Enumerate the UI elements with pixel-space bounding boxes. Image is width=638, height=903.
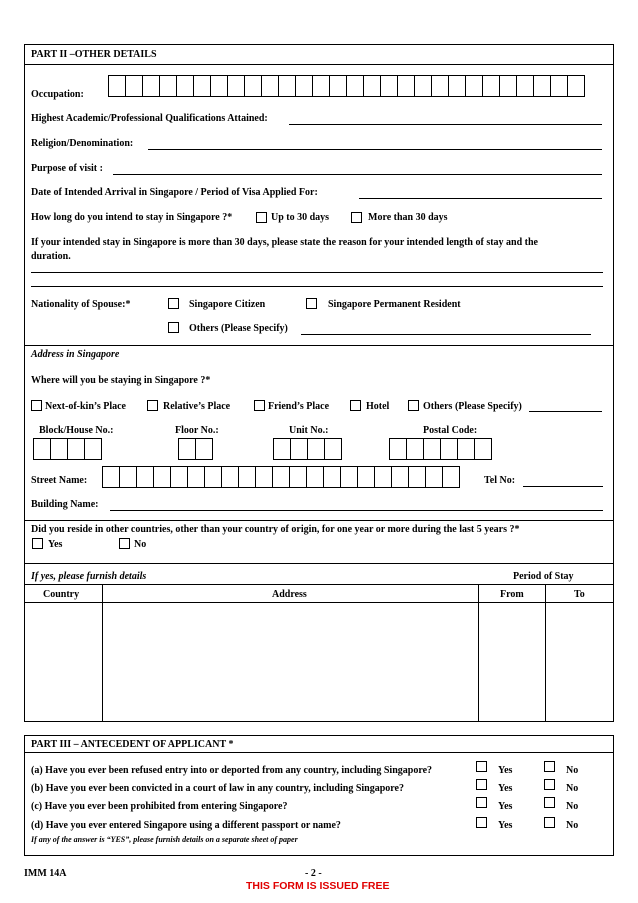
unit-char-cell[interactable] (273, 438, 291, 460)
occupation-char-cell[interactable] (193, 75, 211, 97)
occupation-char-cell[interactable] (380, 75, 398, 97)
stay-next-of-kin-label: Next-of-kin’s Place (45, 401, 126, 412)
tel-label: Tel No: (484, 475, 516, 486)
residence-yes-label: Yes (48, 539, 63, 550)
street-char-cell[interactable] (306, 466, 324, 488)
question-b-yes-checkbox[interactable] (476, 779, 487, 790)
unit-char-cell[interactable] (290, 438, 308, 460)
unit-label: Unit No.: (289, 425, 329, 436)
street-char-cell[interactable] (272, 466, 290, 488)
table-body-from[interactable] (479, 603, 544, 721)
street-char-cell[interactable] (153, 466, 171, 488)
postal-char-cell[interactable] (440, 438, 458, 460)
stay-next-of-kin-checkbox[interactable] (31, 400, 42, 411)
spouse-pr-label: Singapore Permanent Resident (328, 299, 461, 310)
question-d-no-label: No (566, 820, 579, 831)
street-label: Street Name: (31, 475, 88, 486)
occupation-char-cell[interactable] (414, 75, 432, 97)
floor-char-cell[interactable] (195, 438, 213, 460)
reason-text-line1: If your intended stay in Singapore is more than 30 days, please state the reason for your intended length of stay and the (31, 237, 538, 248)
part3-title-divider (24, 752, 614, 753)
occupation-char-cell[interactable] (431, 75, 449, 97)
block-char-cell[interactable] (33, 438, 51, 460)
residence-details-label: If yes, please furnish details (31, 571, 147, 582)
question-d-no-checkbox[interactable] (544, 817, 555, 828)
occupation-char-cell[interactable] (499, 75, 517, 97)
occupation-char-cell[interactable] (295, 75, 313, 97)
stay-others-checkbox[interactable] (408, 400, 419, 411)
residence-no-checkbox[interactable] (119, 538, 130, 549)
spouse-citizen-label: Singapore Citizen (189, 299, 266, 310)
question-d: (d) Have you ever entered Singapore using a different passport or name? (31, 820, 341, 831)
part2-title: PART II –OTHER DETAILS (31, 49, 157, 60)
col-address-header: Address (272, 589, 307, 600)
occupation-char-cell[interactable] (533, 75, 551, 97)
street-char-cell[interactable] (255, 466, 273, 488)
purpose-label: Purpose of visit : (31, 163, 103, 174)
stay-friend-checkbox[interactable] (254, 400, 265, 411)
stay-others-line[interactable] (529, 411, 602, 412)
stay-relative-checkbox[interactable] (147, 400, 158, 411)
stay-hotel-checkbox[interactable] (350, 400, 361, 411)
occupation-char-cell[interactable] (159, 75, 177, 97)
stay-hotel-label: Hotel (366, 401, 390, 412)
residence-question: Did you reside in other countries, other than your country of origin, for one year or more during the last 5 years ?* (31, 524, 520, 535)
question-a: (a) Have you ever been refused entry into or deported from any country, including Singapore? (31, 765, 433, 776)
occupation-char-cell[interactable] (482, 75, 500, 97)
street-char-cell[interactable] (289, 466, 307, 488)
street-char-cell[interactable] (425, 466, 443, 488)
unit-char-cell[interactable] (307, 438, 325, 460)
occupation-char-cell[interactable] (516, 75, 534, 97)
arrival-line[interactable] (359, 198, 602, 199)
occupation-char-cell[interactable] (346, 75, 364, 97)
question-c: (c) Have you ever been prohibited from entering Singapore? (31, 801, 288, 812)
block-char-cell[interactable] (84, 438, 102, 460)
street-char-cell[interactable] (170, 466, 188, 488)
block-char-cell[interactable] (67, 438, 85, 460)
religion-line[interactable] (148, 149, 602, 150)
occupation-field[interactable] (108, 75, 585, 97)
reason-text-line2: duration. (31, 251, 71, 262)
occupation-char-cell[interactable] (312, 75, 330, 97)
spouse-citizen-checkbox[interactable] (168, 298, 179, 309)
question-a-no-checkbox[interactable] (544, 761, 555, 772)
question-a-yes-label: Yes (498, 765, 513, 776)
purpose-line[interactable] (113, 174, 602, 175)
col-from-header: From (500, 589, 524, 600)
part3-title: PART III – ANTECEDENT OF APPLICANT * (31, 739, 234, 750)
question-c-no-checkbox[interactable] (544, 797, 555, 808)
occupation-char-cell[interactable] (278, 75, 296, 97)
spouse-label: Nationality of Spouse:* (31, 299, 131, 310)
qualifications-line[interactable] (289, 124, 602, 125)
postal-label: Postal Code: (423, 425, 478, 436)
question-a-yes-checkbox[interactable] (476, 761, 487, 772)
col-country-header: Country (43, 589, 80, 600)
unit-field[interactable] (273, 438, 342, 460)
reason-line-1[interactable] (31, 272, 603, 273)
spouse-pr-checkbox[interactable] (306, 298, 317, 309)
unit-char-cell[interactable] (324, 438, 342, 460)
question-b-no-label: No (566, 783, 579, 794)
occupation-char-cell[interactable] (465, 75, 483, 97)
spouse-others-checkbox[interactable] (168, 322, 179, 333)
stay-more-than-30-checkbox[interactable] (351, 212, 362, 223)
page-number: - 2 - (305, 868, 322, 879)
question-b-yes-label: Yes (498, 783, 513, 794)
postal-char-cell[interactable] (389, 438, 407, 460)
stay-up-to-30-checkbox[interactable] (256, 212, 267, 223)
street-field[interactable] (102, 466, 460, 488)
form-id: IMM 14A (24, 868, 67, 879)
street-char-cell[interactable] (187, 466, 205, 488)
stay-relative-label: Relative’s Place (163, 401, 231, 412)
building-line[interactable] (110, 510, 603, 511)
block-label: Block/House No.: (39, 425, 114, 436)
stay-up-to-30-label: Up to 30 days (271, 212, 330, 223)
occupation-char-cell[interactable] (261, 75, 279, 97)
block-char-cell[interactable] (50, 438, 68, 460)
arrival-label: Date of Intended Arrival in Singapore / Period of Visa Applied For: (31, 187, 318, 198)
street-char-cell[interactable] (238, 466, 256, 488)
question-c-yes-label: Yes (498, 801, 513, 812)
occupation-char-cell[interactable] (567, 75, 585, 97)
street-char-cell[interactable] (136, 466, 154, 488)
table-header-top-line (24, 584, 614, 585)
occupation-char-cell[interactable] (176, 75, 194, 97)
question-d-yes-label: Yes (498, 820, 513, 831)
street-char-cell[interactable] (357, 466, 375, 488)
occupation-char-cell[interactable] (550, 75, 568, 97)
street-char-cell[interactable] (102, 466, 120, 488)
block-field[interactable] (33, 438, 102, 460)
period-of-stay-label: Period of Stay (513, 571, 574, 582)
religion-label: Religion/Denomination: (31, 138, 134, 149)
floor-label: Floor No.: (175, 425, 219, 436)
question-d-yes-checkbox[interactable] (476, 817, 487, 828)
street-char-cell[interactable] (119, 466, 137, 488)
issued-free-notice: THIS FORM IS ISSUED FREE (246, 880, 390, 892)
street-char-cell[interactable] (374, 466, 392, 488)
street-char-cell[interactable] (408, 466, 426, 488)
address-title: Address in Singapore (31, 349, 120, 360)
stay-question: How long do you intend to stay in Singapore ?* (31, 212, 233, 223)
building-label: Building Name: (31, 499, 99, 510)
table-body-address[interactable] (103, 603, 477, 721)
occupation-char-cell[interactable] (397, 75, 415, 97)
occupation-char-cell[interactable] (108, 75, 126, 97)
stay-others-label: Others (Please Specify) (423, 401, 522, 412)
tel-line[interactable] (523, 486, 603, 487)
part2-title-divider (24, 64, 614, 65)
question-a-no-label: No (566, 765, 579, 776)
occupation-char-cell[interactable] (363, 75, 381, 97)
question-b: (b) Have you ever been convicted in a court of law in any country, including Singapore? (31, 783, 404, 794)
part3-note: If any of the answer is “YES”, please furnish details on a separate sheet of paper (31, 835, 298, 844)
col-to-header: To (574, 589, 585, 600)
floor-char-cell[interactable] (178, 438, 196, 460)
postal-char-cell[interactable] (457, 438, 475, 460)
occupation-char-cell[interactable] (142, 75, 160, 97)
occupation-char-cell[interactable] (227, 75, 245, 97)
residence-yes-checkbox[interactable] (32, 538, 43, 549)
staying-question: Where will you be staying in Singapore ?* (31, 375, 211, 386)
occupation-char-cell[interactable] (210, 75, 228, 97)
question-b-no-checkbox[interactable] (544, 779, 555, 790)
question-c-yes-checkbox[interactable] (476, 797, 487, 808)
table-body-country[interactable] (25, 603, 101, 721)
residence-no-label: No (134, 539, 147, 550)
street-char-cell[interactable] (323, 466, 341, 488)
postal-char-cell[interactable] (423, 438, 441, 460)
stay-more-than-30-label: More than 30 days (368, 212, 448, 223)
postal-field[interactable] (389, 438, 492, 460)
qualifications-label: Highest Academic/Professional Qualifications Attained: (31, 113, 268, 124)
occupation-char-cell[interactable] (448, 75, 466, 97)
spouse-others-label: Others (Please Specify) (189, 323, 288, 334)
street-char-cell[interactable] (340, 466, 358, 488)
postal-char-cell[interactable] (474, 438, 492, 460)
occupation-label: Occupation: (31, 89, 84, 100)
question-c-no-label: No (566, 801, 579, 812)
street-char-cell[interactable] (204, 466, 222, 488)
street-char-cell[interactable] (442, 466, 460, 488)
postal-char-cell[interactable] (406, 438, 424, 460)
stay-friend-label: Friend’s Place (268, 401, 330, 412)
street-char-cell[interactable] (221, 466, 239, 488)
occupation-char-cell[interactable] (329, 75, 347, 97)
reason-line-2[interactable] (31, 286, 603, 287)
spouse-others-line[interactable] (301, 334, 591, 335)
floor-field[interactable] (178, 438, 213, 460)
table-body-to[interactable] (546, 603, 613, 721)
occupation-char-cell[interactable] (125, 75, 143, 97)
occupation-char-cell[interactable] (244, 75, 262, 97)
street-char-cell[interactable] (391, 466, 409, 488)
